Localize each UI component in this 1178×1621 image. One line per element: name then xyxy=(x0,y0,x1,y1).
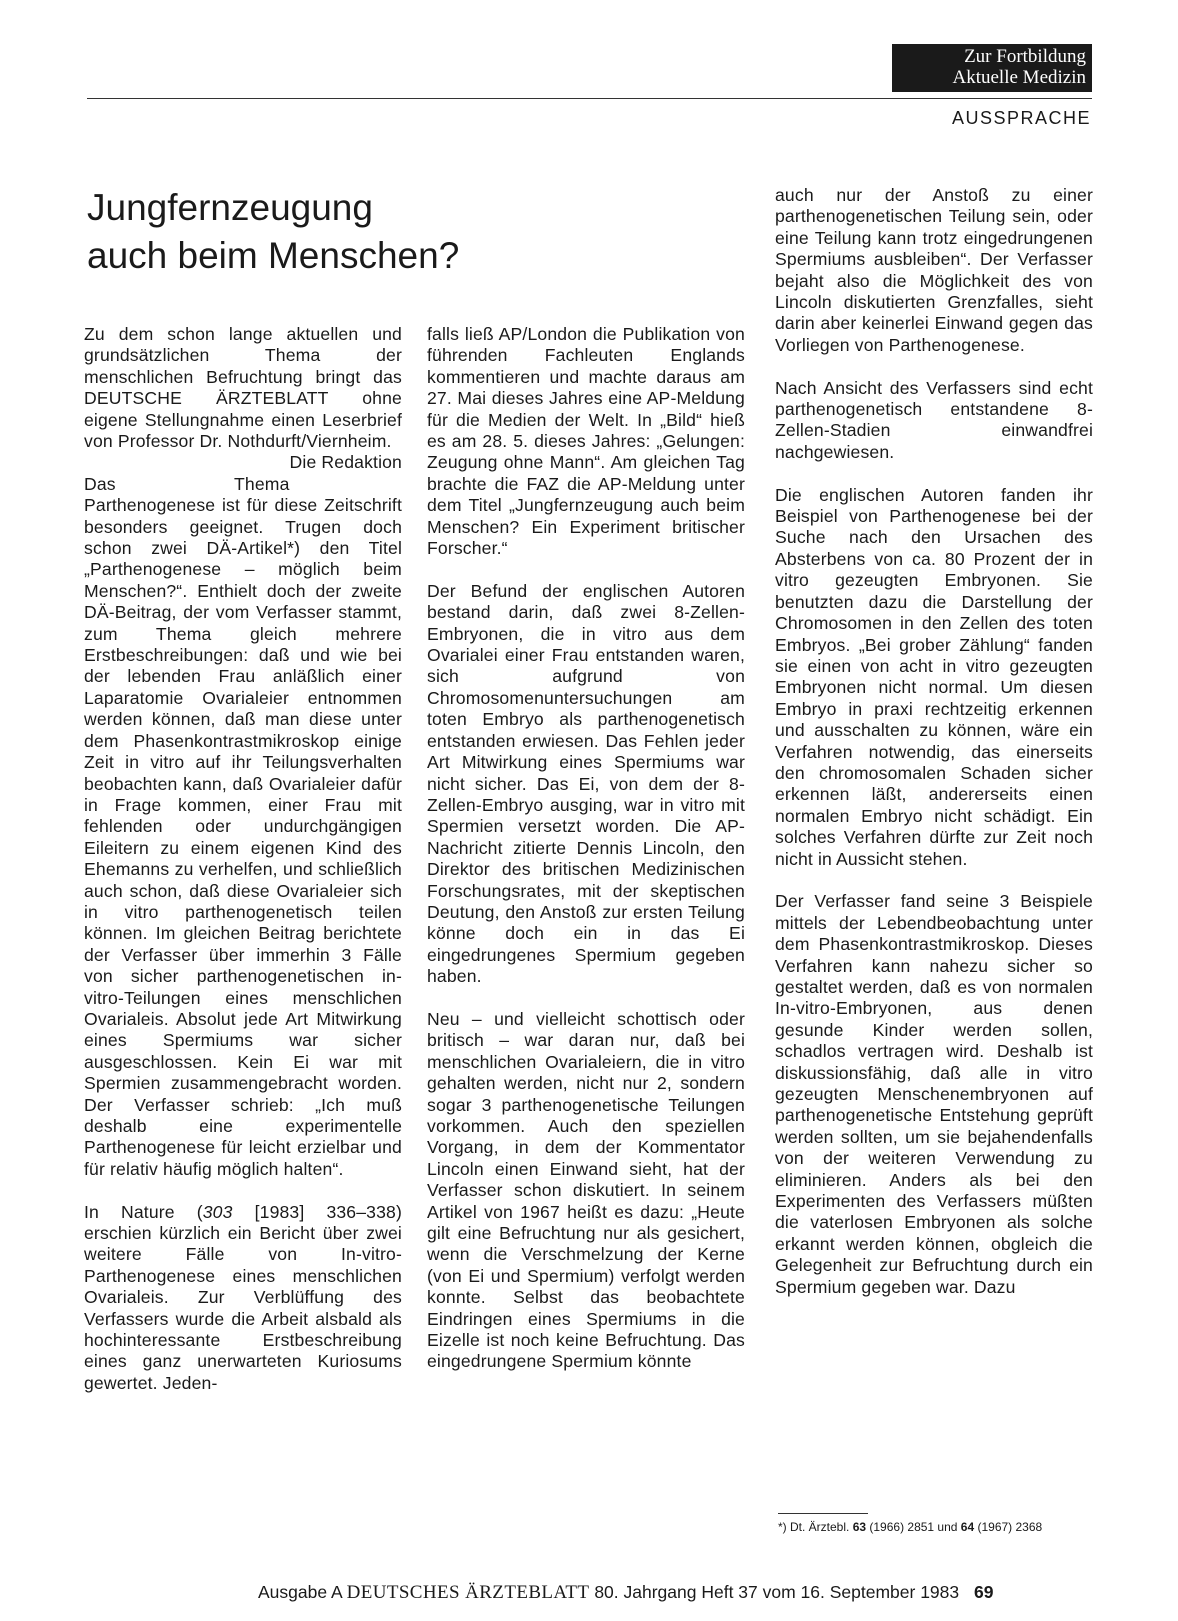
footer-edition: Ausgabe A xyxy=(258,1582,342,1602)
p2-rest: [1983] 336–338) erschien kürzlich ein Bericht über zwei weitere Fälle von In-vitro-Parthenogenese eines menschlichen Ovarialeis. Zur Verblüffung des Verfassers wurde die Arbeit alsbald als hochinteressante Erstbeschreibung eines ganz unerwarteten Kuriosums gewertet. Jeden- xyxy=(84,1201,402,1393)
footer-journal: DEUTSCHES ÄRZTEBLATT xyxy=(346,1582,590,1603)
paragraph-4: Der Befund der englischen Autoren bestand darin, daß zwei 8-Zellen-Embryonen, die in vitro aus dem Ovarialei einer Frau entstanden waren, sich aufgrund von Chromosomenuntersuchungen am toten Embryo als parthenogenetisch entstanden erwiesen. Das Fehlen jeder Art Mitwirkung eines Spermiums war nicht sicher. Das Ei, von dem der 8-Zellen-Embryo ausging, war in vitro mit Spermien versetzt worden. Die AP-Nachricht zitierte Dennis Lincoln, den Direktor des britischen Medizinischen Forschungsrates, mit der skeptischen Deutung, den Anstoß zur ersten Teilung könne doch ein in das Ei eingedrungenes Spermium gegeben haben. xyxy=(427,580,745,987)
intro-signature: Die Redaktion xyxy=(289,452,402,473)
paragraph-3: falls ließ AP/London die Publikation von führenden Fachleuten Englands kommentieren und machte daraus am 27. Mai dieses Jahres eine AP-Meldung für die Medien der Welt. In „Bild“ hieß es am 28. 5. dieses Jahres: „Gelungen: Zeugung ohne Mann“. Am gleichen Tag brachte die FAZ die AP-Meldung unter dem Titel „Jungfernzeugung auch beim Menschen? Ein Experiment britischer Forscher.“ xyxy=(427,324,745,559)
editorial-intro xyxy=(84,324,402,473)
page-number: 69 xyxy=(974,1582,994,1602)
badge-line-1: Zur Fortbildung xyxy=(964,46,1086,67)
paragraph-8: Die englischen Autoren fanden ihr Beispiel von Parthenogenese bei der Suche nach den Ursachen des Absterbens von ca. 80 Prozent der in vitro gezeugten Embryonen. Sie benutzten dazu die Darstellung der Chromosomen in den Zellen des toten Embryos. „Bei grober Zählung“ fanden sie einen von acht in vitro gezeugten Embryonen nicht normal. Um diesen Embryo in praxi rechtzeitig erkennen und ausschalten zu können, wäre ein Verfahren notwendig, das einerseits den chromosomalen Schaden sicher erkennen läßt, andererseits einen normalen Embryo nicht schädigt. Ein solches Verfahren dürfte zur Zeit noch nicht in Aussicht stehen. xyxy=(775,484,1093,869)
paragraph-1: Das Thema Parthenogenese ist für diese Zeitschrift besonders geeignet. Trugen doch schon zwei DÄ-Artikel*) den Titel „Parthenogenese – möglich beim Menschen?“. Enthielt doch der zweite DÄ-Beitrag, der vom Verfasser stammt, zum Thema gleich mehrere Erstbeschreibungen: daß und wie bei der lebenden Frau anläßlich einer Laparatomie Ovarialeier entnommen werden können, daß man diese unter dem Phasenkontrastmikroskop einige Zeit in vitro auf ihr Teilungsverhalten beobachten kann, daß Ovarialeier dafür in Frage kommen, einer Frau mit fehlenden oder undurchgängigen Eileitern zu einem eigenen Kind des Ehemanns zu verhelfen, und schließlich auch schon, daß diese Ovarialeier sich in vitro parthenogenetisch teilen können. Im gleichen Beitrag berichtete der Verfasser über immerhin 3 Fälle von sicher parthenogenetischen in-vitro-Teilungen eines menschlichen Ovarialeis. Absolut jede Art Mitwirkung eines Spermiums war sicher ausgeschlossen. Kein Ei war mit Spermien zusammengebracht worden. Der Verfasser schrieb: „Ich muß deshalb eine experimentelle Parthenogenese für leicht erzielbar und für relativ häufig möglich halten“. xyxy=(84,473,402,1179)
paragraph-6: auch nur der Anstoß zu einer parthenogenetischen Teilung sein, oder eine Teilung kann trotz eingedrungenen Spermiums ausbleiben“. Der Verfasser bejaht also die Möglichkeit des von Lincoln diskutierten Grenzfalles, sieht darin aber keinerlei Einwand gegen das Vorliegen von Parthenogenese. xyxy=(775,185,1093,355)
p2-citation-volume: 303 xyxy=(202,1201,233,1222)
paragraph-7: Nach Ansicht des Verfassers sind echt parthenogenetisch entstandene 8-Zellen-Stadien einwandfrei nachgewiesen. xyxy=(775,377,1093,462)
footnote-volume-1: 63 xyxy=(852,1520,867,1534)
header-divider xyxy=(87,98,1092,99)
paragraph-5: Neu – und vielleicht schottisch oder britisch – war daran nur, daß bei menschlichen Ovarialeiern, die in vitro gehalten werden, nicht nur 2, sondern sogar 3 parthenogenetische Teilungen vorkommen. Auch den speziellen Vorgang, in dem der Kommentator Lincoln einen Einwand sieht, hat der Verfasser schon diskutiert. In seinem Artikel von 1967 heißt es dazu: „Heute gilt eine Befruchtung nur als gesichert, wenn die Verschmelzung der Kerne (von Ei und Spermium) verfolgt werden konnte. Selbst das beobachtete Eindringen eines Spermiums in die Eizelle ist noch keine Befruchtung. Das eingedrungene Spermium könnte xyxy=(427,1008,745,1372)
footnote xyxy=(778,1520,1083,1535)
footnote-volume-2: 64 xyxy=(960,1520,975,1534)
article-title xyxy=(87,184,647,280)
paragraph-2 xyxy=(84,1202,402,1395)
title-line-1: Jungfernzeugung xyxy=(87,187,373,228)
footer-issue: 80. Jahrgang Heft 37 vom 16. September 1983 xyxy=(594,1582,960,1602)
footnote-marker: *) Dt. Ärztebl. xyxy=(778,1520,853,1534)
page-footer xyxy=(258,1582,993,1604)
footnote-ref-1: (1966) 2851 und xyxy=(866,1520,961,1534)
footnote-divider xyxy=(778,1513,868,1514)
p2-start: In Nature ( xyxy=(84,1201,203,1222)
paragraph-9: Der Verfasser fand seine 3 Beispiele mittels der Lebendbeobachtung unter dem Phasenkontrastmikroskop. Dieses Verfahren kann nahezu sicher so gestaltet werden, daß es von normalen In-vitro-Embryonen, aus denen gesunde Kinder werden sollen, schadlos vertragen wird. Deshalb ist diskussionsfähig, daß alle in vitro gezeugten Menschenembryonen auf parthenogenetische Entstehung geprüft werden sollten, um sie bejahendenfalls von der weiteren Verwendung zu eliminieren. Anders als bei den Experimenten des Verfassers müßten die vaterlosen Embryonen als solche erkannt werden können, obgleich die Gelegenheit zur Befruchtung durch ein Spermium gegeben war. Dazu xyxy=(775,891,1093,1297)
column-1 xyxy=(84,324,402,1394)
badge-line-2: Aktuelle Medizin xyxy=(952,67,1086,88)
column-2 xyxy=(427,324,745,1373)
section-badge xyxy=(892,44,1092,92)
intro-text: Zu dem schon lange aktuellen und grundsätzlichen Thema der menschlichen Befruchtung bringt das DEUTSCHE ÄRZTEBLATT ohne eigene Stellungnahme einen Leserbrief von Professor Dr. Nothdurft/Viernheim. xyxy=(84,324,402,452)
footnote-ref-2: (1967) 2368 xyxy=(974,1520,1043,1534)
section-label: AUSSPRACHE xyxy=(951,108,1091,128)
title-line-2: auch beim Menschen? xyxy=(87,235,460,276)
column-3 xyxy=(775,185,1093,1298)
